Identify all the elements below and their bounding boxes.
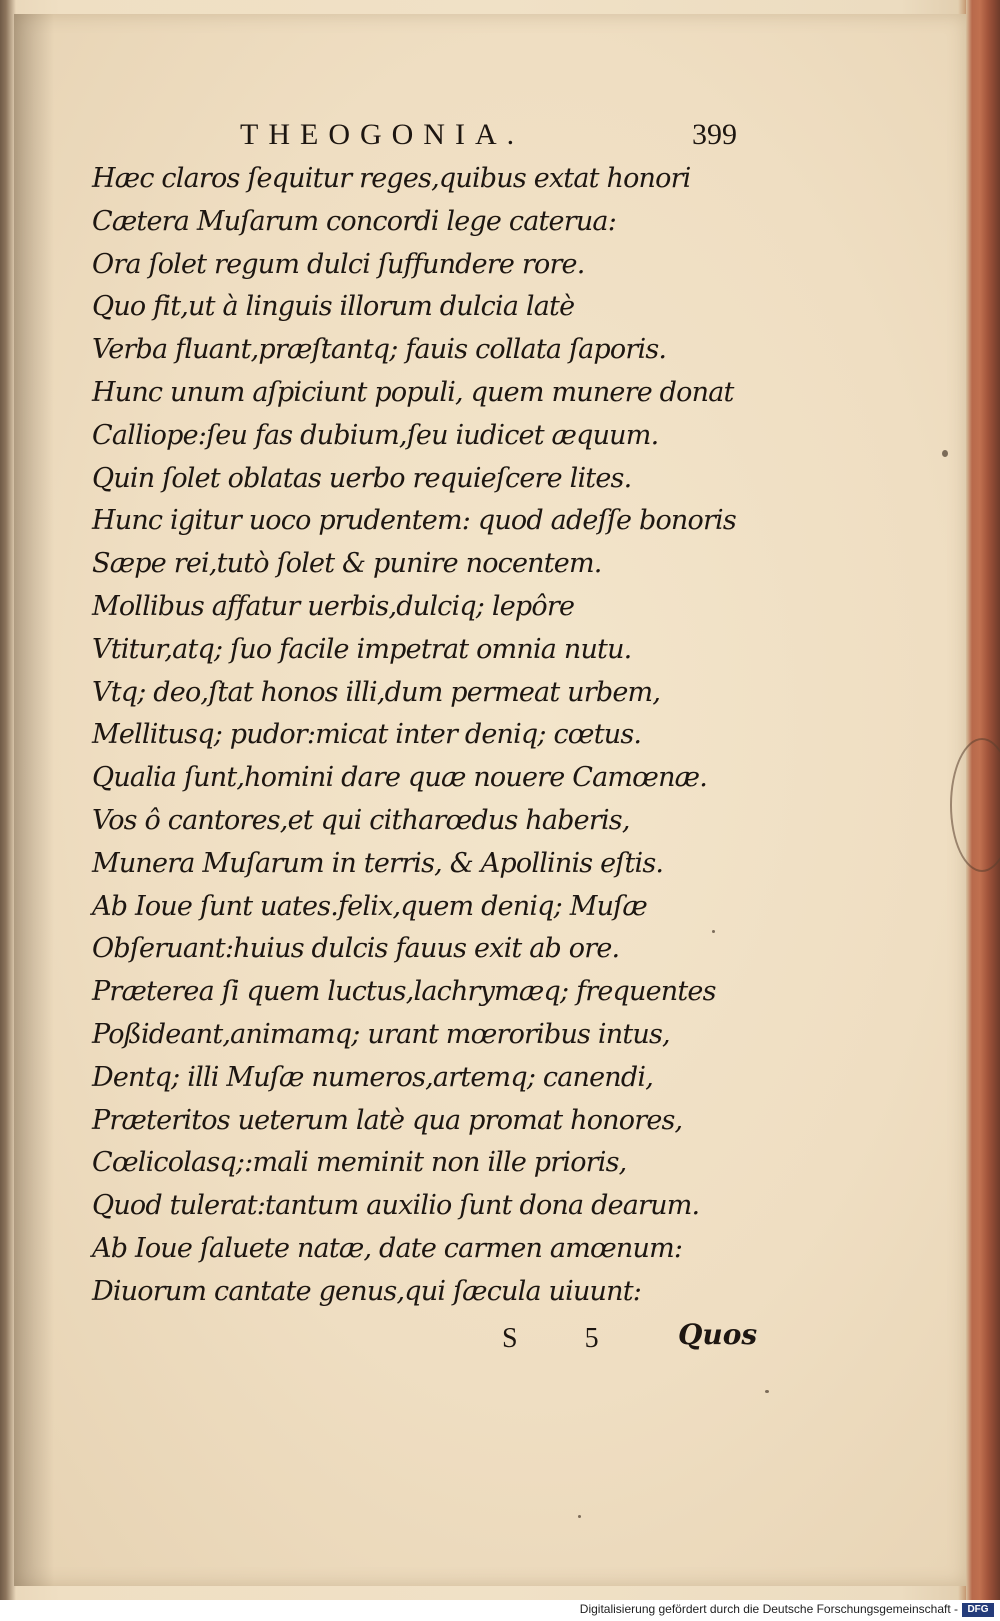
verse-line: Quo fit,ut à linguis illorum dulcia latè xyxy=(92,291,575,323)
verse-line: Dentq; illi Muſæ numeros,artemq; canendi, xyxy=(92,1061,653,1093)
verse-line: Cætera Muſarum concordi lege caterua: xyxy=(92,205,617,237)
verse-line: Sæpe rei,tutò ſolet & punire nocentem. xyxy=(92,548,602,580)
verse-line: Obſeruant:huius dulcis fauus exit ab ore. xyxy=(92,933,620,965)
verse-line: Ora ſolet regum dulci ſuffundere rore. xyxy=(92,248,585,280)
verse-line: Quod tulerat:tantum auxilio ſunt dona dearum. xyxy=(92,1190,700,1222)
verse-line: Cœlicolasq;:mali meminit non ille prioris, xyxy=(92,1147,627,1179)
verse-line: Mellitusq; pudor:micat inter deniq; cœtus. xyxy=(92,719,642,751)
verse-line: Verba fluant,præſtantq; fauis collata ſaporis. xyxy=(92,334,667,366)
verse-text-block xyxy=(92,158,772,1314)
verse-line: Vtq; deo,ſtat honos illi,dum permeat urbem, xyxy=(92,676,661,708)
ink-speck xyxy=(578,1515,581,1518)
verse-line: Vtitur,atq; ſuo facile impetrat omnia nutu. xyxy=(92,633,632,665)
funding-credit: Digitalisierung gefördert durch die Deutsche Forschungsgemeinschaft - xyxy=(579,1602,958,1616)
verse-line: Vos ô cantores,et qui citharœdus haberis, xyxy=(92,804,630,836)
verse-line: Diuorum cantate genus,qui ſæcula uiuunt: xyxy=(92,1275,642,1307)
catchword: Quos xyxy=(678,1318,758,1351)
verse-line: Calliope:ſeu fas dubium,ſeu iudicet æquum. xyxy=(92,419,659,451)
signature-mark: S 5 xyxy=(502,1323,629,1354)
ink-speck xyxy=(942,450,948,457)
verse-line: Munera Muſarum in terris, & Apollinis eſtis. xyxy=(92,847,664,879)
verse-line: Poßideant,animamq; urant mœroribus intus, xyxy=(92,1018,670,1050)
footer-bar xyxy=(0,1600,1000,1621)
verse-line: Præteritos ueterum latè qua promat honores, xyxy=(92,1104,683,1136)
running-head: THEOGONIA. xyxy=(240,118,525,151)
verse-line: Hunc unum aſpiciunt populi, quem munere donat xyxy=(92,376,734,408)
dfg-logo-icon: DFG xyxy=(962,1603,994,1617)
page-number: 399 xyxy=(692,118,737,151)
ink-speck xyxy=(712,930,715,933)
verse-line: Qualia ſunt,homini dare quæ nouere Camœnæ. xyxy=(92,762,708,794)
verse-line: Hæc claros ſequitur reges,quibus extat honori xyxy=(92,163,691,194)
ink-speck xyxy=(765,1390,769,1393)
verse-line: Quin ſolet oblatas uerbo requieſcere lites. xyxy=(92,462,632,494)
verse-line: Ab Ioue ſunt uates.felix,quem deniq; Muſæ xyxy=(92,890,647,922)
verse-line: Præterea ſi quem luctus,lachrymæq; frequentes xyxy=(92,976,716,1008)
verse-line: Ab Ioue ſaluete natæ, date carmen amœnum: xyxy=(92,1232,683,1264)
gutter-shadow xyxy=(14,14,54,1586)
verse-line: Hunc igitur uoco prudentem: quod adeſſe bonoris xyxy=(92,505,736,537)
verse-line: Mollibus affatur uerbis,dulciq; lepôre xyxy=(92,590,575,622)
